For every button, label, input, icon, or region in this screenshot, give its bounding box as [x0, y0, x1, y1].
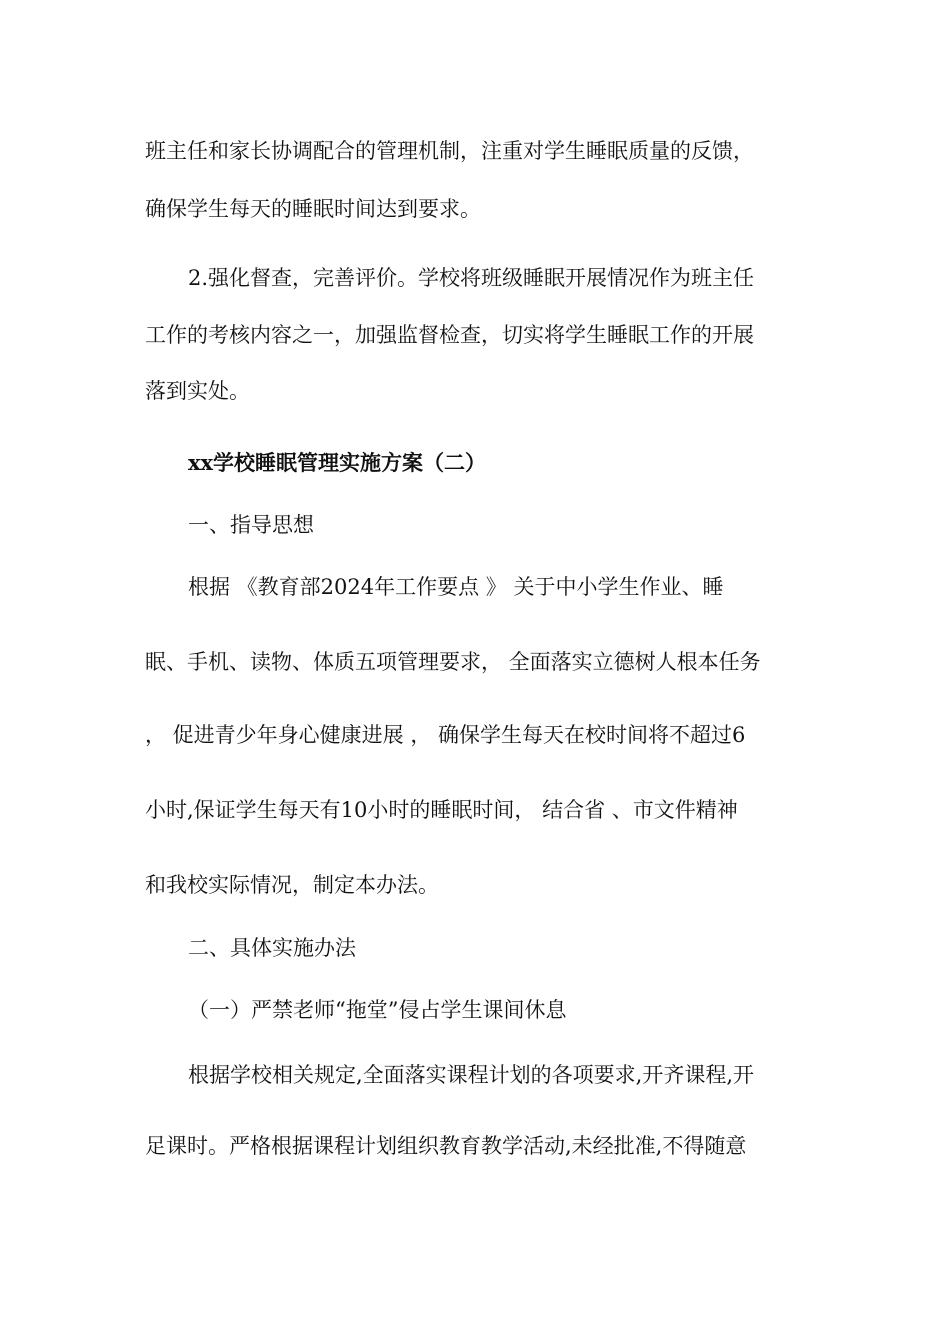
paragraph-line: 班主任和家长协调配合的管理机制，注重对学生睡眠质量的反馈， — [145, 139, 754, 163]
paragraph-line: ， 促进青少年身心健康进展 ， 确保学生每天在校时间将不超过6 — [145, 723, 746, 747]
paragraph-line: 根据学校相关规定,全面落实课程计划的各项要求,开齐课程,开 — [188, 1063, 755, 1087]
section-title: xx学校睡眠管理实施方案（二） — [188, 450, 487, 475]
subsection-heading: （一）严禁老师“拖堂”侵占学生课间休息 — [188, 998, 567, 1022]
section-heading: 一、指导思想 — [188, 513, 314, 537]
paragraph-line: 落到实处。 — [145, 379, 250, 403]
paragraph-line: 足课时。严格根据课程计划组织教育教学活动,未经批准,不得随意 — [145, 1134, 747, 1158]
paragraph-line: 工作的考核内容之一，加强监督检查，切实将学生睡眠工作的开展 — [145, 323, 754, 347]
paragraph-line: 小时,保证学生每天有10小时的睡眠时间， 结合省 、市文件精神 — [145, 798, 738, 822]
paragraph-line: 根据 《教育部2024年工作要点 》 关于中小学生作业、睡 — [188, 575, 724, 599]
paragraph-line: 和我校实际情况，制定本办法。 — [145, 873, 439, 897]
paragraph-line: 眠、手机、读物、体质五项管理要求， 全面落实立德树人根本任务 — [145, 650, 761, 674]
paragraph-line: 确保学生每天的睡眠时间达到要求。 — [145, 197, 481, 221]
section-heading: 二、具体实施办法 — [188, 936, 356, 960]
paragraph-line: 2.强化督查，完善评价。学校将班级睡眠开展情况作为班主任 — [188, 266, 755, 290]
